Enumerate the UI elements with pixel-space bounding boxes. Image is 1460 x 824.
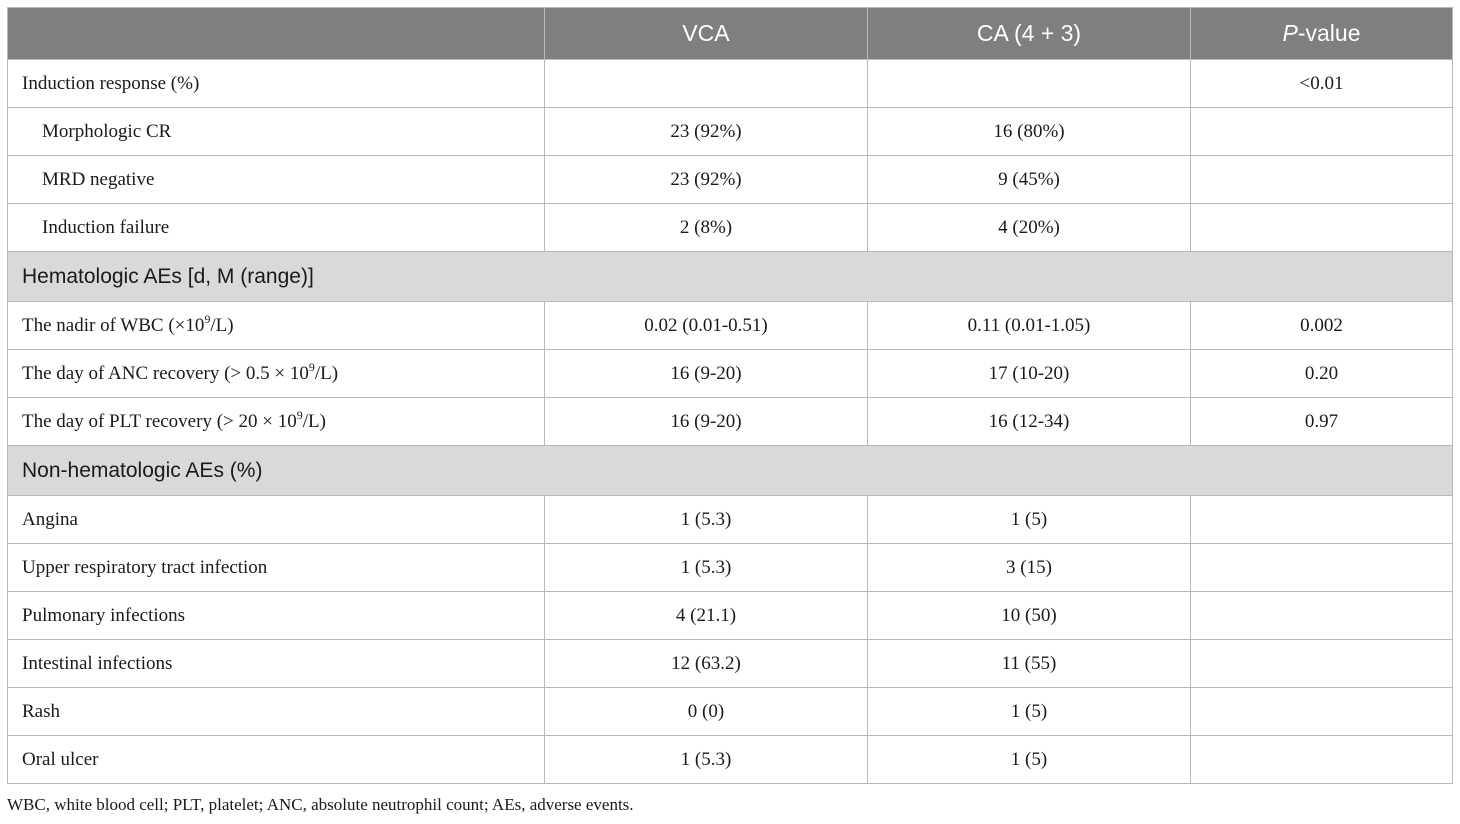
row-label — [8, 302, 545, 350]
section-row-non-hematologic — [8, 446, 1453, 496]
cell-ca: 0.11 (0.01-1.05) — [868, 302, 1191, 350]
row-label: Morphologic CR — [8, 108, 545, 156]
cell-vca: 0.02 (0.01-0.51) — [545, 302, 868, 350]
cell-ca — [868, 60, 1191, 108]
row-label: Rash — [8, 688, 545, 736]
table-row — [8, 156, 1453, 204]
cell-vca: 2 (8%) — [545, 204, 868, 252]
cell-p — [1191, 156, 1453, 204]
label-superscript: 9 — [296, 407, 303, 422]
cell-p — [1191, 108, 1453, 156]
label-text: /L) — [302, 410, 326, 432]
table-row — [8, 640, 1453, 688]
row-label: MRD negative — [8, 156, 545, 204]
cell-p — [1191, 688, 1453, 736]
label-text: The day of PLT recovery (> 20 × 10 — [22, 410, 297, 432]
header-ca: CA (4 + 3) — [868, 8, 1191, 60]
cell-p — [1191, 736, 1453, 784]
cell-ca: 16 (12-34) — [868, 398, 1191, 446]
table-row — [8, 736, 1453, 784]
row-label — [8, 398, 545, 446]
label-text: The nadir of WBC (×10 — [22, 314, 205, 336]
table-row — [8, 60, 1453, 108]
header-p-value — [1191, 8, 1453, 60]
cell-p — [1191, 496, 1453, 544]
table-row — [8, 544, 1453, 592]
row-label: Intestinal infections — [8, 640, 545, 688]
cell-ca: 3 (15) — [868, 544, 1191, 592]
table-footnote: WBC, white blood cell; PLT, platelet; ANC, absolute neutrophil count; AEs, adverse events. — [7, 795, 634, 814]
cell-ca: 11 (55) — [868, 640, 1191, 688]
cell-p — [1191, 640, 1453, 688]
table-row — [8, 688, 1453, 736]
table-row — [8, 496, 1453, 544]
cell-vca — [545, 60, 868, 108]
header-row — [8, 8, 1453, 60]
cell-ca: 16 (80%) — [868, 108, 1191, 156]
table-row — [8, 398, 1453, 446]
label-superscript: 9 — [204, 311, 211, 326]
cell-vca: 16 (9-20) — [545, 350, 868, 398]
cell-p: 0.97 — [1191, 398, 1453, 446]
cell-ca: 1 (5) — [868, 736, 1191, 784]
cell-ca: 10 (50) — [868, 592, 1191, 640]
label-text: The day of ANC recovery (> 0.5 × 10 — [22, 362, 309, 384]
cell-ca: 17 (10-20) — [868, 350, 1191, 398]
cell-ca: 4 (20%) — [868, 204, 1191, 252]
cell-vca: 16 (9-20) — [545, 398, 868, 446]
label-text: /L) — [210, 314, 234, 336]
cell-vca: 12 (63.2) — [545, 640, 868, 688]
row-label: Oral ulcer — [8, 736, 545, 784]
cell-p: 0.20 — [1191, 350, 1453, 398]
header-blank — [8, 8, 545, 60]
cell-vca: 1 (5.3) — [545, 736, 868, 784]
table-row — [8, 108, 1453, 156]
table-row — [8, 592, 1453, 640]
row-label: Induction response (%) — [8, 60, 545, 108]
table-row — [8, 350, 1453, 398]
cell-p — [1191, 544, 1453, 592]
section-label: Non-hematologic AEs (%) — [8, 446, 1453, 496]
cell-p — [1191, 204, 1453, 252]
cell-ca: 1 (5) — [868, 496, 1191, 544]
row-label — [8, 350, 545, 398]
table-row — [8, 302, 1453, 350]
header-vca: VCA — [545, 8, 868, 60]
table-row — [8, 204, 1453, 252]
cell-p: 0.002 — [1191, 302, 1453, 350]
cell-vca: 23 (92%) — [545, 156, 868, 204]
row-label: Induction failure — [8, 204, 545, 252]
row-label: Upper respiratory tract infection — [8, 544, 545, 592]
results-table-container — [7, 7, 1452, 784]
cell-vca: 1 (5.3) — [545, 496, 868, 544]
cell-ca: 1 (5) — [868, 688, 1191, 736]
cell-vca: 4 (21.1) — [545, 592, 868, 640]
header-p-italic: P — [1282, 20, 1298, 46]
cell-vca: 23 (92%) — [545, 108, 868, 156]
label-superscript: 9 — [308, 359, 315, 374]
cell-p: <0.01 — [1191, 60, 1453, 108]
results-table — [7, 7, 1453, 784]
section-label: Hematologic AEs [d, M (range)] — [8, 252, 1453, 302]
cell-vca: 1 (5.3) — [545, 544, 868, 592]
cell-p — [1191, 592, 1453, 640]
row-label: Pulmonary infections — [8, 592, 545, 640]
cell-ca: 9 (45%) — [868, 156, 1191, 204]
row-label: Angina — [8, 496, 545, 544]
label-text: /L) — [314, 362, 339, 384]
cell-vca: 0 (0) — [545, 688, 868, 736]
section-row-hematologic — [8, 252, 1453, 302]
header-p-rest: -value — [1297, 20, 1361, 46]
